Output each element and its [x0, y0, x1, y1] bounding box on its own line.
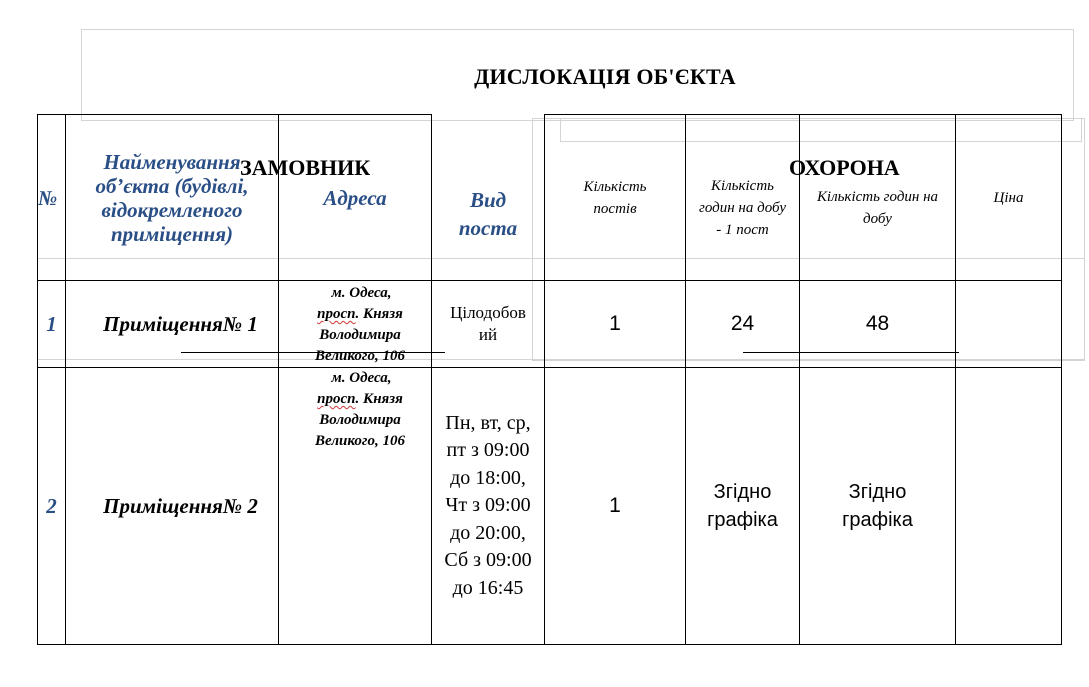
header-posts-count [545, 115, 686, 281]
header-number: № [38, 115, 66, 281]
post-type [432, 368, 545, 645]
address-prosp: просп [317, 306, 356, 322]
dislocation-table [37, 114, 1062, 645]
table-row [38, 368, 1062, 645]
object-name: Приміщення№ 2 [66, 368, 279, 645]
hours-per-post: 24 [686, 281, 800, 368]
row-number: 2 [38, 368, 66, 645]
document-title: ДИСЛОКАЦІЯ ОБ'ЄКТА [474, 64, 736, 89]
header-post-type [432, 115, 545, 281]
header-hours-per-day [800, 115, 956, 281]
header-posts-count-text: Кількість постів [583, 178, 647, 217]
header-hours-per-post-text: Кількість годин на добу - 1 пост [698, 177, 787, 238]
header-price: Ціна [956, 115, 1062, 281]
signature-line-left [181, 352, 445, 353]
post-type [432, 281, 545, 368]
address-line-4: Великого, 106 [315, 348, 405, 364]
price [956, 281, 1062, 368]
price [956, 368, 1062, 645]
address-line-2 [289, 389, 431, 410]
header-post-type-text: Вид поста [458, 188, 518, 241]
address-line-3: Володимира [319, 327, 401, 343]
address-line-2-rest: . Князя [355, 391, 403, 407]
signature-line-right [743, 352, 959, 353]
address-prosp: просп [317, 391, 356, 407]
address-line-2-rest: . Князя [355, 306, 403, 322]
posts-count: 1 [545, 368, 686, 645]
address-line-1: м. Одеса, [331, 285, 392, 301]
object-address [279, 281, 432, 368]
header-address: Адреса [279, 115, 432, 281]
post-type-text: Цілодобовий [450, 303, 526, 344]
row-number: 1 [38, 281, 66, 368]
table-row [38, 281, 1062, 368]
hours-per-day [800, 368, 956, 645]
header-object-name: Найменування об’єкта (будівлі, відокремленого приміщення) [66, 115, 279, 281]
header-hours-per-day-text: Кількість годин на добу [816, 188, 939, 227]
customer-overlay-label: ЗАМОВНИК [240, 155, 371, 180]
security-overlay-label: ОХОРОНА [789, 155, 900, 180]
hours-per-post [686, 368, 800, 645]
object-address [279, 368, 432, 645]
post-type-text: Пн, вт, ср, пт з 09:00 до 18:00, Чт з 09:00 до 20:00, Сб з 09:00 до 16:45 [444, 411, 532, 599]
hours-per-day-text: Згідно графіка [842, 481, 913, 531]
object-name: Приміщення№ 1 [66, 281, 279, 368]
hours-per-day: 48 [800, 281, 956, 368]
hours-per-post-text: Згідно графіка [707, 481, 778, 531]
address-line-3: Володимира [319, 412, 401, 428]
address-line-4: Великого, 106 [315, 433, 405, 449]
address-line-2 [289, 304, 431, 325]
header-hours-per-post [686, 115, 800, 281]
address-line-1: м. Одеса, [331, 370, 392, 386]
posts-count: 1 [545, 281, 686, 368]
table-header-row [38, 115, 1062, 281]
